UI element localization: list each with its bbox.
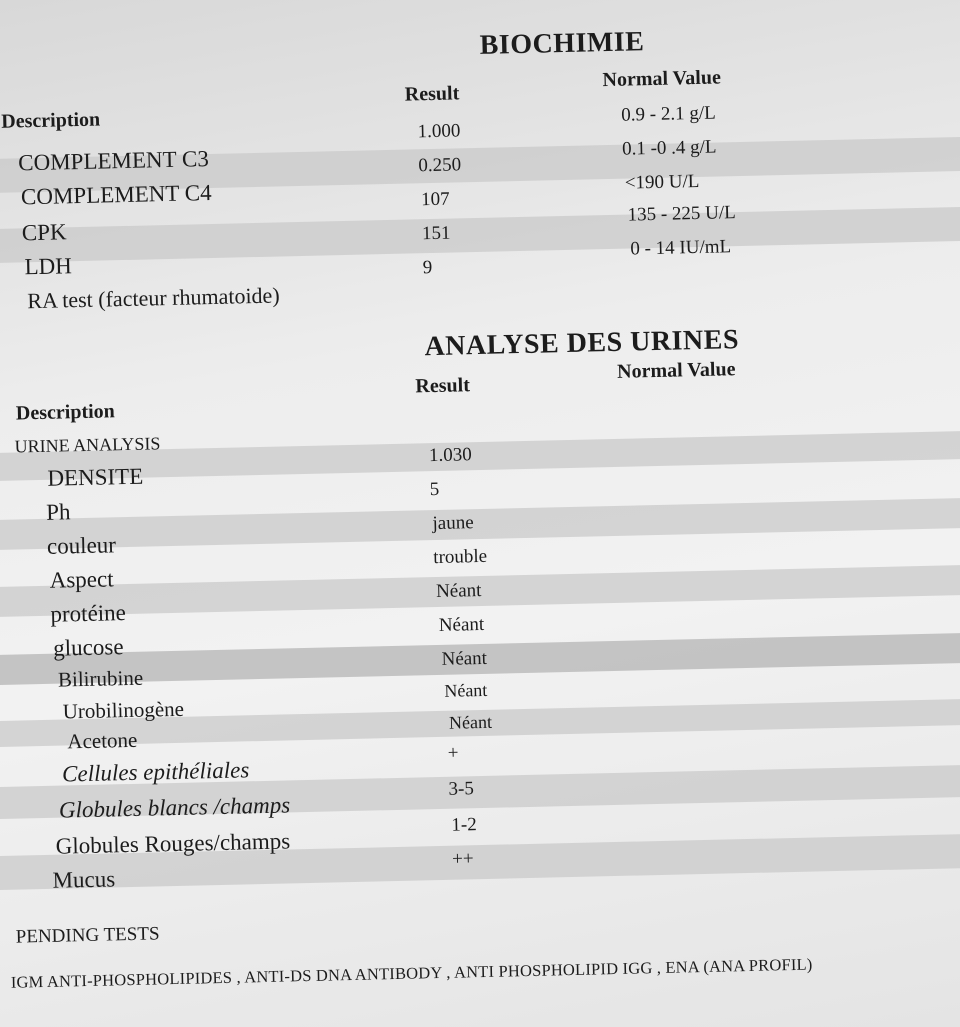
- urine-row-description: Urobilinogène: [62, 696, 185, 724]
- biochimie-row-normal: 135 - 225 U/L: [627, 202, 736, 226]
- biochimie-row-description: LDH: [24, 253, 73, 280]
- urine-row-description: Mucus: [52, 866, 116, 893]
- urine-row-result: 3-5: [448, 778, 475, 800]
- urines-section-label: URINE ANALYSIS: [14, 433, 161, 457]
- urine-row-description: protéine: [50, 600, 127, 627]
- urine-row-result: Néant: [441, 647, 488, 670]
- biochimie-title: BIOCHIMIE: [479, 26, 645, 61]
- biochimie-row-normal: 0.1 -0 .4 g/L: [621, 136, 717, 160]
- biochimie-row-result: 1.000: [417, 120, 461, 143]
- urine-row-result: 1-2: [451, 814, 477, 836]
- urine-row-result: Néant: [444, 679, 488, 701]
- urine-row-result: Néant: [435, 579, 482, 603]
- row-band: [0, 206, 960, 264]
- biochimie-row-result: 107: [420, 188, 450, 211]
- urine-row-description: glucose: [52, 634, 124, 661]
- urine-row-description: Ph: [45, 499, 71, 525]
- urines-col-description: Description: [15, 400, 116, 425]
- urine-row-description: Acetone: [67, 727, 138, 754]
- biochimie-row-normal: <190 U/L: [624, 170, 700, 194]
- biochimie-col-result: Result: [404, 82, 460, 106]
- biochimie-row-description: COMPLEMENT C4: [20, 180, 212, 210]
- urine-row-result: trouble: [433, 545, 488, 569]
- urines-title: ANALYSE DES URINES: [424, 324, 740, 363]
- urine-row-result: +: [447, 742, 459, 764]
- urine-row-description: Globules blancs /champs: [58, 792, 291, 823]
- urines-col-normal: Normal Value: [616, 358, 736, 383]
- pending-tests-title: PENDING TESTS: [15, 923, 160, 948]
- biochimie-row-normal: 0.9 - 2.1 g/L: [621, 102, 716, 126]
- biochimie-row-description: CPK: [21, 219, 67, 246]
- urine-row-description: Globules Rouges/champs: [55, 828, 291, 859]
- urine-row-result: Néant: [438, 613, 485, 636]
- urine-row-result: 1.030: [428, 444, 472, 467]
- urine-row-description: Bilirubine: [57, 665, 144, 692]
- urine-row-description: DENSITE: [47, 463, 144, 491]
- biochimie-row-description: COMPLEMENT C3: [17, 146, 210, 176]
- urine-row-description: couleur: [46, 532, 117, 559]
- urine-row-result: jaune: [432, 512, 474, 535]
- biochimie-col-description: Description: [1, 108, 101, 133]
- urine-row-result: ++: [451, 848, 474, 870]
- urine-row-result: 5: [429, 478, 440, 501]
- pending-tests-list: IGM ANTI-PHOSPHOLIPIDES , ANTI-DS DNA ANTIBODY , ANTI PHOSPHOLIPID IGG , ENA (ANA PROFIL): [10, 954, 813, 992]
- biochimie-row-result: 151: [421, 222, 451, 245]
- row-band: [0, 497, 960, 551]
- biochimie-row-result: 9: [422, 257, 433, 279]
- biochimie-row-description: RA test (facteur rhumatoide): [27, 282, 280, 314]
- urines-col-result: Result: [415, 374, 471, 398]
- urine-row-description: Cellules epithéliales: [61, 757, 250, 787]
- biochimie-row-normal: 0 - 14 IU/mL: [630, 236, 732, 260]
- biochimie-col-normal: Normal Value: [602, 66, 722, 92]
- urine-row-result: Néant: [448, 711, 493, 733]
- urine-row-description: Aspect: [49, 566, 114, 593]
- biochimie-row-result: 0.250: [418, 154, 462, 177]
